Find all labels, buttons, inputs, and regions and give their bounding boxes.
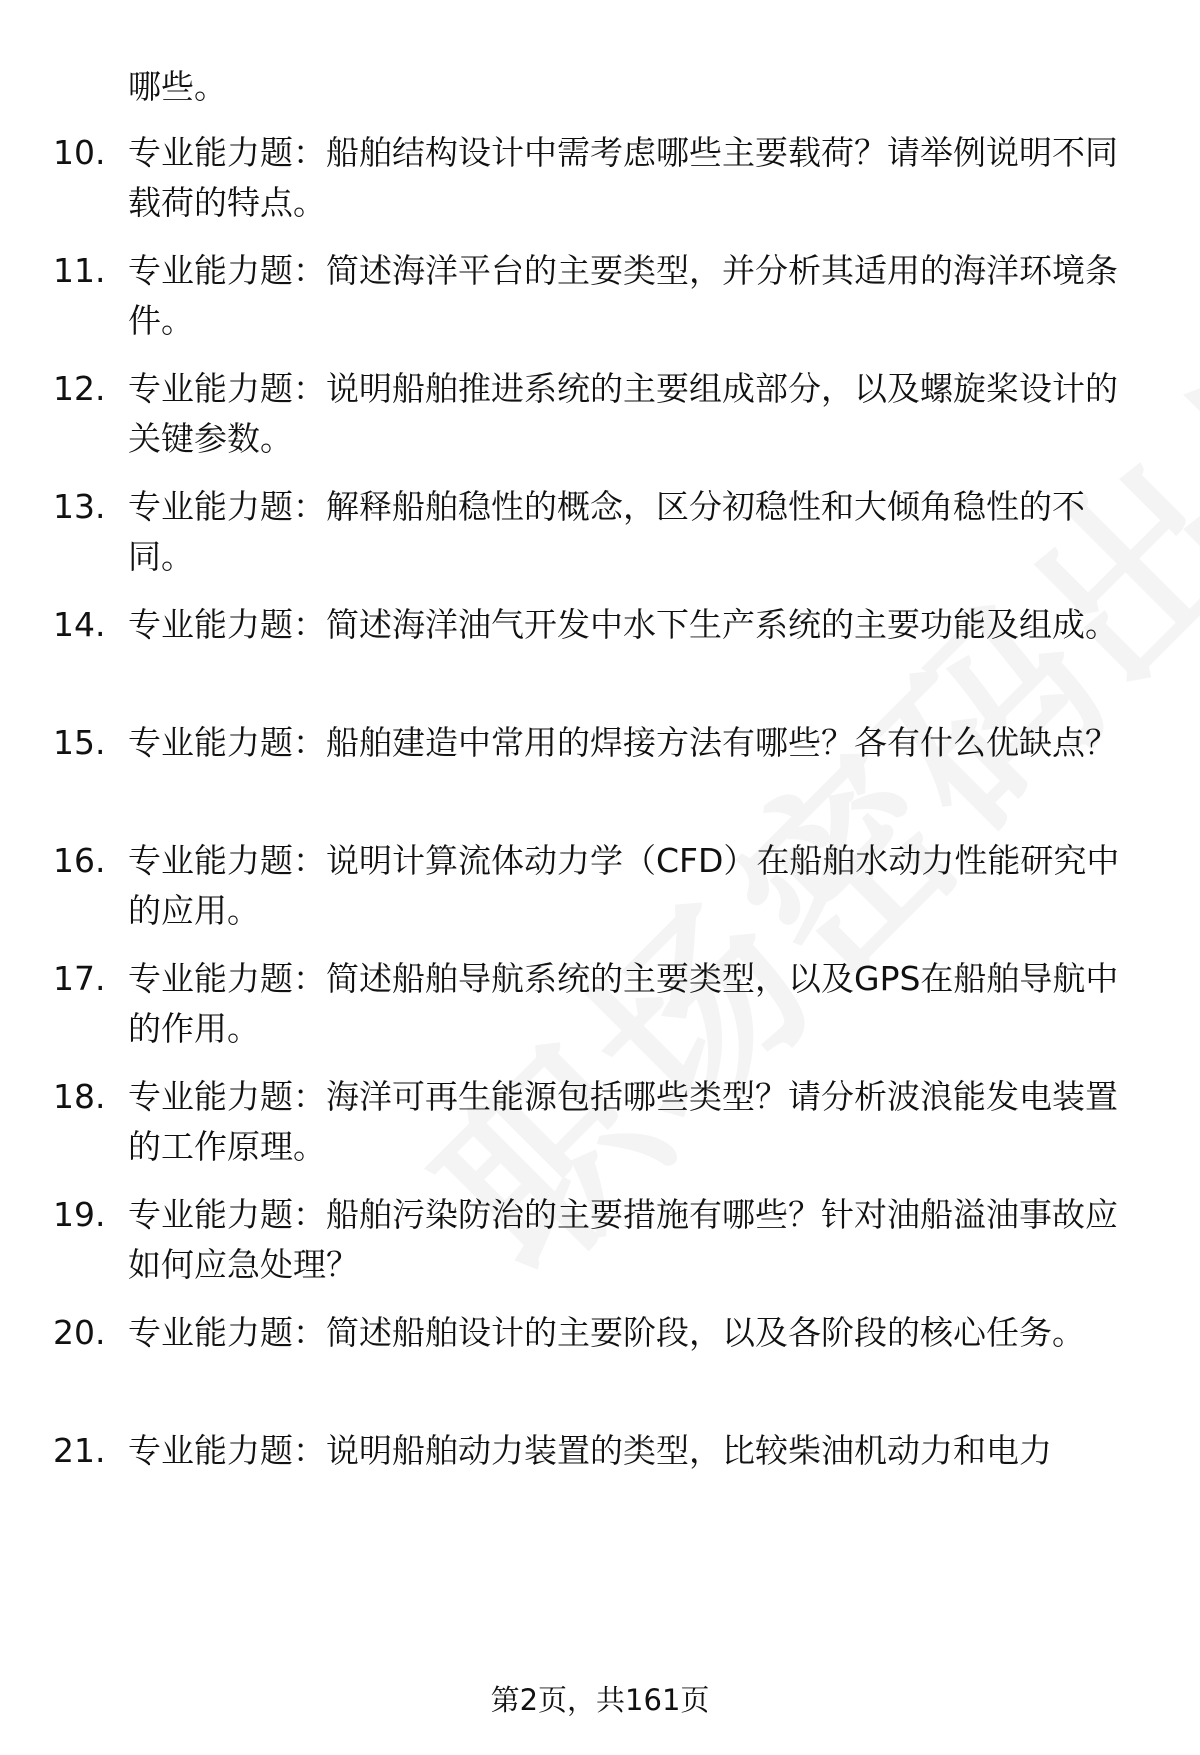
question-text: 专业能力题：船舶建造中常用的焊接方法有哪些？各有什么优缺点？	[128, 723, 1118, 762]
question-number: 20.	[53, 1313, 106, 1352]
question-number: 15.	[53, 723, 106, 762]
question-text: 专业能力题：船舶结构设计中需考虑哪些主要载荷？请举例说明不同载荷的特点。	[128, 133, 1118, 222]
question-number: 17.	[53, 959, 106, 998]
question-text: 专业能力题：说明船舶推进系统的主要组成部分，以及螺旋桨设计的关键参数。	[128, 369, 1118, 458]
question-number: 11.	[53, 251, 106, 290]
question-text: 专业能力题：简述海洋油气开发中水下生产系统的主要功能及组成。	[128, 605, 1118, 644]
question-text: 专业能力题：解释船舶稳性的概念，区分初稳性和大倾角稳性的不同。	[128, 487, 1085, 576]
question-text: 专业能力题：简述海洋平台的主要类型，并分析其适用的海洋环境条件。	[128, 251, 1118, 340]
question-text: 专业能力题：说明船舶动力装置的类型，比较柴油机动力和电力	[128, 1431, 1052, 1470]
question-number: 16.	[53, 841, 106, 880]
question-text: 专业能力题：简述船舶导航系统的主要类型，以及GPS在船舶导航中的作用。	[128, 959, 1119, 1048]
continuation-text: 哪些。	[128, 67, 227, 106]
question-number: 14.	[53, 605, 106, 644]
question-text: 专业能力题：船舶污染防治的主要措施有哪些？针对油船溢油事故应如何应急处理？	[128, 1195, 1118, 1284]
question-text: 专业能力题：海洋可再生能源包括哪些类型？请分析波浪能发电装置的工作原理。	[128, 1077, 1118, 1166]
question-number: 21.	[53, 1431, 106, 1470]
question-number: 19.	[53, 1195, 106, 1234]
question-text: 专业能力题：简述船舶设计的主要阶段，以及各阶段的核心任务。	[128, 1313, 1085, 1352]
question-number: 13.	[53, 487, 106, 526]
question-number: 10.	[53, 133, 106, 172]
question-number: 18.	[53, 1077, 106, 1116]
question-text: 专业能力题：说明计算流体动力学（CFD）在船舶水动力性能研究中的应用。	[128, 841, 1120, 930]
page-footer: 第2页，共161页	[490, 1683, 710, 1717]
question-number: 12.	[53, 369, 106, 408]
